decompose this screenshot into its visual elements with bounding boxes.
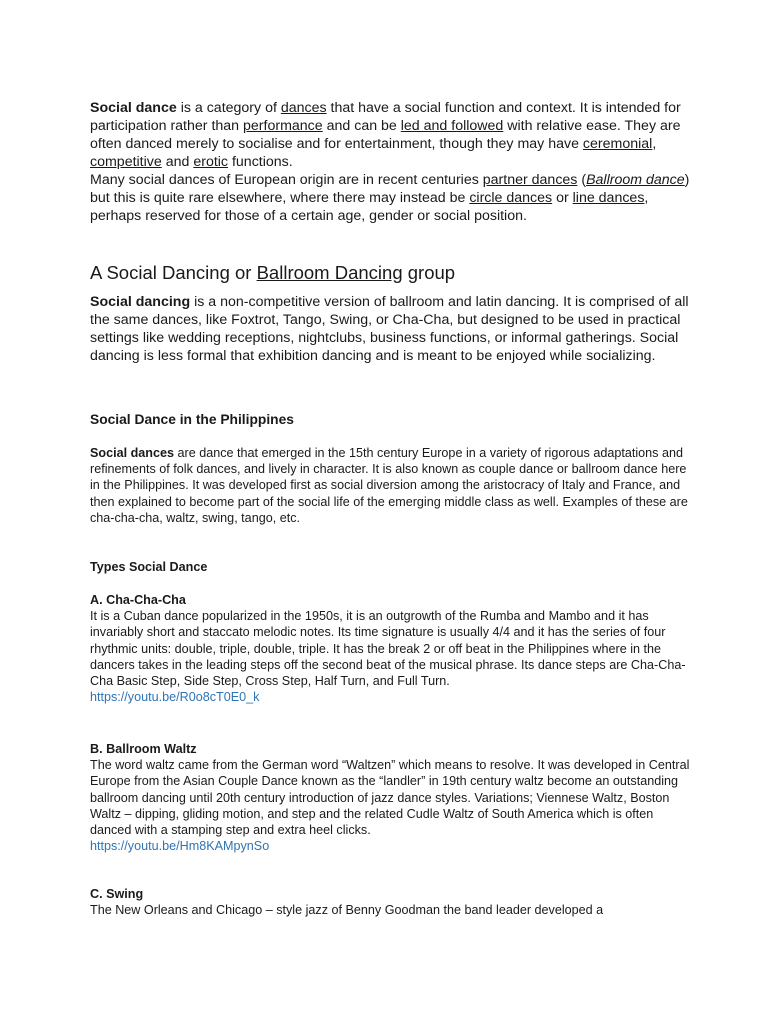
text-run: is a non-competitive version of ballroom and latin dancing. It is comprised of all the same dances, like Foxtrot, Tango, Swing, or Cha-Cha, but designed to be used in practical settings like wedding receptions, nightclubs, business functions, or informal gatherings. Social dancing is less formal that exhibition dancing and is meant to be enjoyed while socializing. (90, 294, 689, 364)
youtube-link[interactable]: https://youtu.be/Hm8KAMpynSo (90, 839, 270, 854)
term-social-dancing: Social dancing (90, 294, 191, 310)
text-run: or (552, 190, 573, 206)
social-dancing-paragraph (90, 293, 690, 365)
text-run: but this is quite rare elsewhere, where there may instead be (90, 190, 470, 206)
text-run: with relative ease. They are often danced merely to socialise and for entertainment, though they may have (90, 118, 681, 152)
link-ballroom-dance[interactable]: Ballroom dance (586, 172, 685, 188)
link-erotic[interactable]: erotic (193, 154, 229, 170)
link-partner-dances[interactable]: partner dances (482, 172, 578, 188)
text-run: A Social Dancing or (90, 262, 257, 283)
youtube-link[interactable]: https://youtu.be/R0o8cT0E0_k (90, 690, 260, 705)
text-run: are dance that emerged in the 15th century Europe in a variety of rigorous adaptations and refinements of folk dances, and lively in character. It is also known as couple dance or ballroom dance here in the Philippines. It was developed first as social diversion among the aristocracy of Italy and France, and then explained to become part of the social life of the emerging middle class as well. Examples of these are cha-cha-cha, waltz, swing, tango, etc. (90, 446, 688, 525)
heading-types: Types Social Dance (90, 560, 208, 574)
section-body: The word waltz came from the German word “Waltzen” which means to resolve. It was developed in Central Europe from the Asian Couple Dance known as the “landler” in 19th century waltz become an outstanding ballroom dancing until 20th century introduction of jazz dance styles. Variations; Viennese Waltz, Boston Waltz – dipping, gliding motion, and step and the related Cudle Waltz of South America which is often danced with a stamping step and extra heel clicks. (90, 758, 690, 838)
text-run: functions. (228, 154, 293, 170)
term-social-dances: Social dances (90, 446, 174, 460)
link-ceremonial[interactable]: ceremonial (582, 136, 653, 152)
link-circle-dances[interactable]: circle dances (469, 190, 553, 206)
section-body: It is a Cuban dance popularized in the 1950s, it is an outgrowth of the Rumba and Mambo and it has invariably short and staccato melodic notes. Its time signature is usually 4/4 and it has the series of four rhythmic units: double, triple, double, triple. It has the break 2 or off beat in the Philippines where in the dancers takes in the leading steps off the second beat of the musical phrase. Its dance steps are Cha-Cha-Cha Basic Step, Side Step, Cross Step, Half Turn, and Full Turn. (90, 609, 686, 689)
text-run: group (402, 262, 456, 283)
heading-philippines: Social Dance in the Philippines (90, 412, 294, 427)
text-run: ) (684, 172, 690, 188)
link-dances[interactable]: dances (280, 100, 327, 116)
section-swing (90, 886, 690, 918)
link-line-dances[interactable]: line dances (572, 190, 645, 206)
heading-social-dancing-group (90, 261, 690, 285)
link-performance[interactable]: performance (243, 118, 323, 134)
link-led-and-followed[interactable]: led and followed (400, 118, 504, 134)
section-title: A. Cha-Cha-Cha (90, 593, 186, 607)
section-ballroom-waltz (90, 741, 690, 854)
text-run: and (161, 154, 194, 170)
term-social-dance: Social dance (90, 100, 177, 116)
text-run: and can be (322, 118, 401, 134)
text-run: is a category of (176, 100, 281, 116)
text-run: Many social dances of European origin are in recent centuries (90, 172, 483, 188)
link-ballroom-dancing[interactable]: Ballroom Dancing (256, 262, 403, 283)
text-run: , (652, 136, 657, 152)
section-cha-cha-cha (90, 592, 690, 705)
text-run: , perhaps reserved for those of a certain age, gender or social position. (90, 190, 649, 224)
section-title: B. Ballroom Waltz (90, 742, 197, 756)
philippines-paragraph (90, 445, 690, 526)
text-run: ( (577, 172, 587, 188)
link-competitive[interactable]: competitive (90, 154, 162, 170)
text-run: that have a social function and context. It is intended for participation rather than (90, 100, 681, 134)
section-body: The New Orleans and Chicago – style jazz of Benny Goodman the band leader developed a (90, 903, 604, 918)
section-title: C. Swing (90, 887, 144, 901)
intro-paragraph (90, 99, 690, 225)
